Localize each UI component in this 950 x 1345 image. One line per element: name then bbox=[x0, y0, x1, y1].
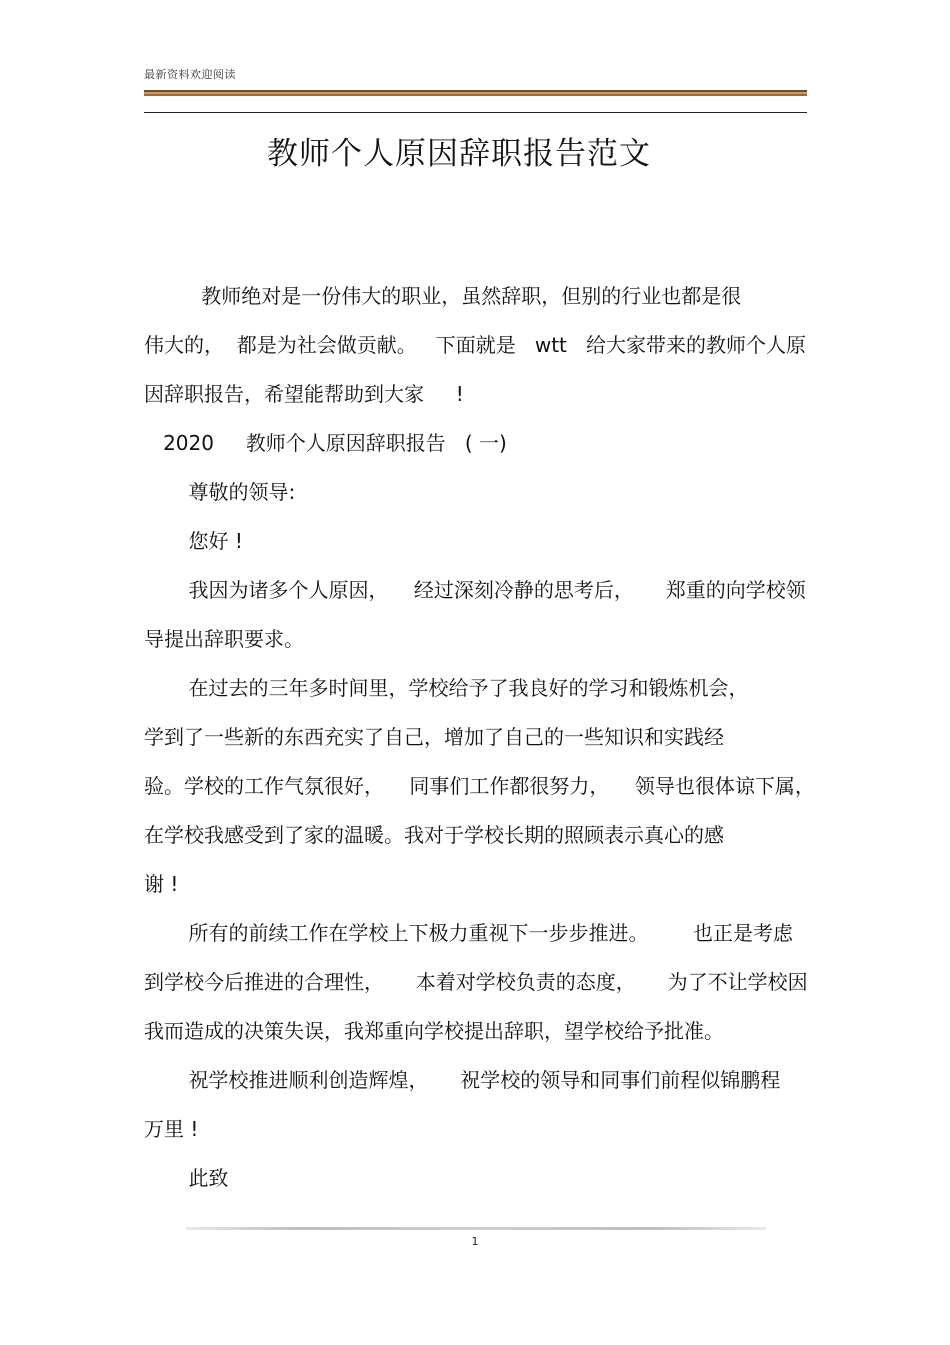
section-heading: 2020 教师个人原因辞职报告 ( 一) bbox=[144, 431, 507, 455]
closing-line: 此致 bbox=[144, 1166, 229, 1190]
body-line: 万里 ! bbox=[144, 1117, 199, 1141]
salutation: 尊敬的领导: bbox=[144, 480, 296, 504]
body-line: 我因为诸多个人原因， 经过深刻冷静的思考后， 郑重的向学校领 bbox=[144, 578, 806, 602]
page-number: 1 bbox=[471, 1235, 479, 1248]
body-line: 我而造成的决策失误，我郑重向学校提出辞职，望学校给予批准。 bbox=[144, 1019, 724, 1043]
body-line: 所有的前续工作在学校上下极力重视下一步步推进。 也正是考虑 bbox=[144, 921, 794, 945]
body-line: 教师绝对是一份伟大的职业，虽然辞职，但别的行业也都是很 bbox=[144, 284, 742, 308]
body-line: 到学校今后推进的合理性， 本着对学校负责的态度， 为了不让学校因 bbox=[144, 970, 808, 994]
body-line: 伟大的， 都是为社会做贡献。 下面就是 wtt 给大家带来的教师个人原 bbox=[144, 333, 806, 357]
body-line: 学到了一些新的东西充实了自己，增加了自己的一些知识和实践经 bbox=[144, 725, 724, 749]
header-rule-thin bbox=[144, 112, 807, 113]
document-title: 教师个人原因辞职报告范文 bbox=[267, 136, 651, 172]
body-line: 祝学校推进顺利创造辉煌， 祝学校的领导和同事们前程似锦鹏程 bbox=[144, 1068, 781, 1092]
greeting: 您好 ! bbox=[144, 529, 243, 553]
body-line: 验。学校的工作气氛很好， 同事们工作都很努力， 领导也很体谅下属， bbox=[144, 774, 815, 798]
body-line: 在学校我感受到了家的温暖。我对于学校长期的照顾表示真心的感 bbox=[144, 823, 724, 847]
document-body bbox=[144, 272, 814, 1203]
body-line: 因辞职报告，希望能帮助到大家 ! bbox=[144, 382, 464, 406]
body-line: 谢 ! bbox=[144, 872, 179, 896]
header-rule-thick bbox=[144, 90, 807, 96]
header-text: 最新资料欢迎阅读 bbox=[144, 68, 236, 81]
body-line: 导提出辞职要求。 bbox=[144, 627, 304, 651]
body-line: 在过去的三年多时间里，学校给予了我良好的学习和锻炼机会， bbox=[144, 676, 749, 700]
footer-rule bbox=[186, 1227, 766, 1230]
